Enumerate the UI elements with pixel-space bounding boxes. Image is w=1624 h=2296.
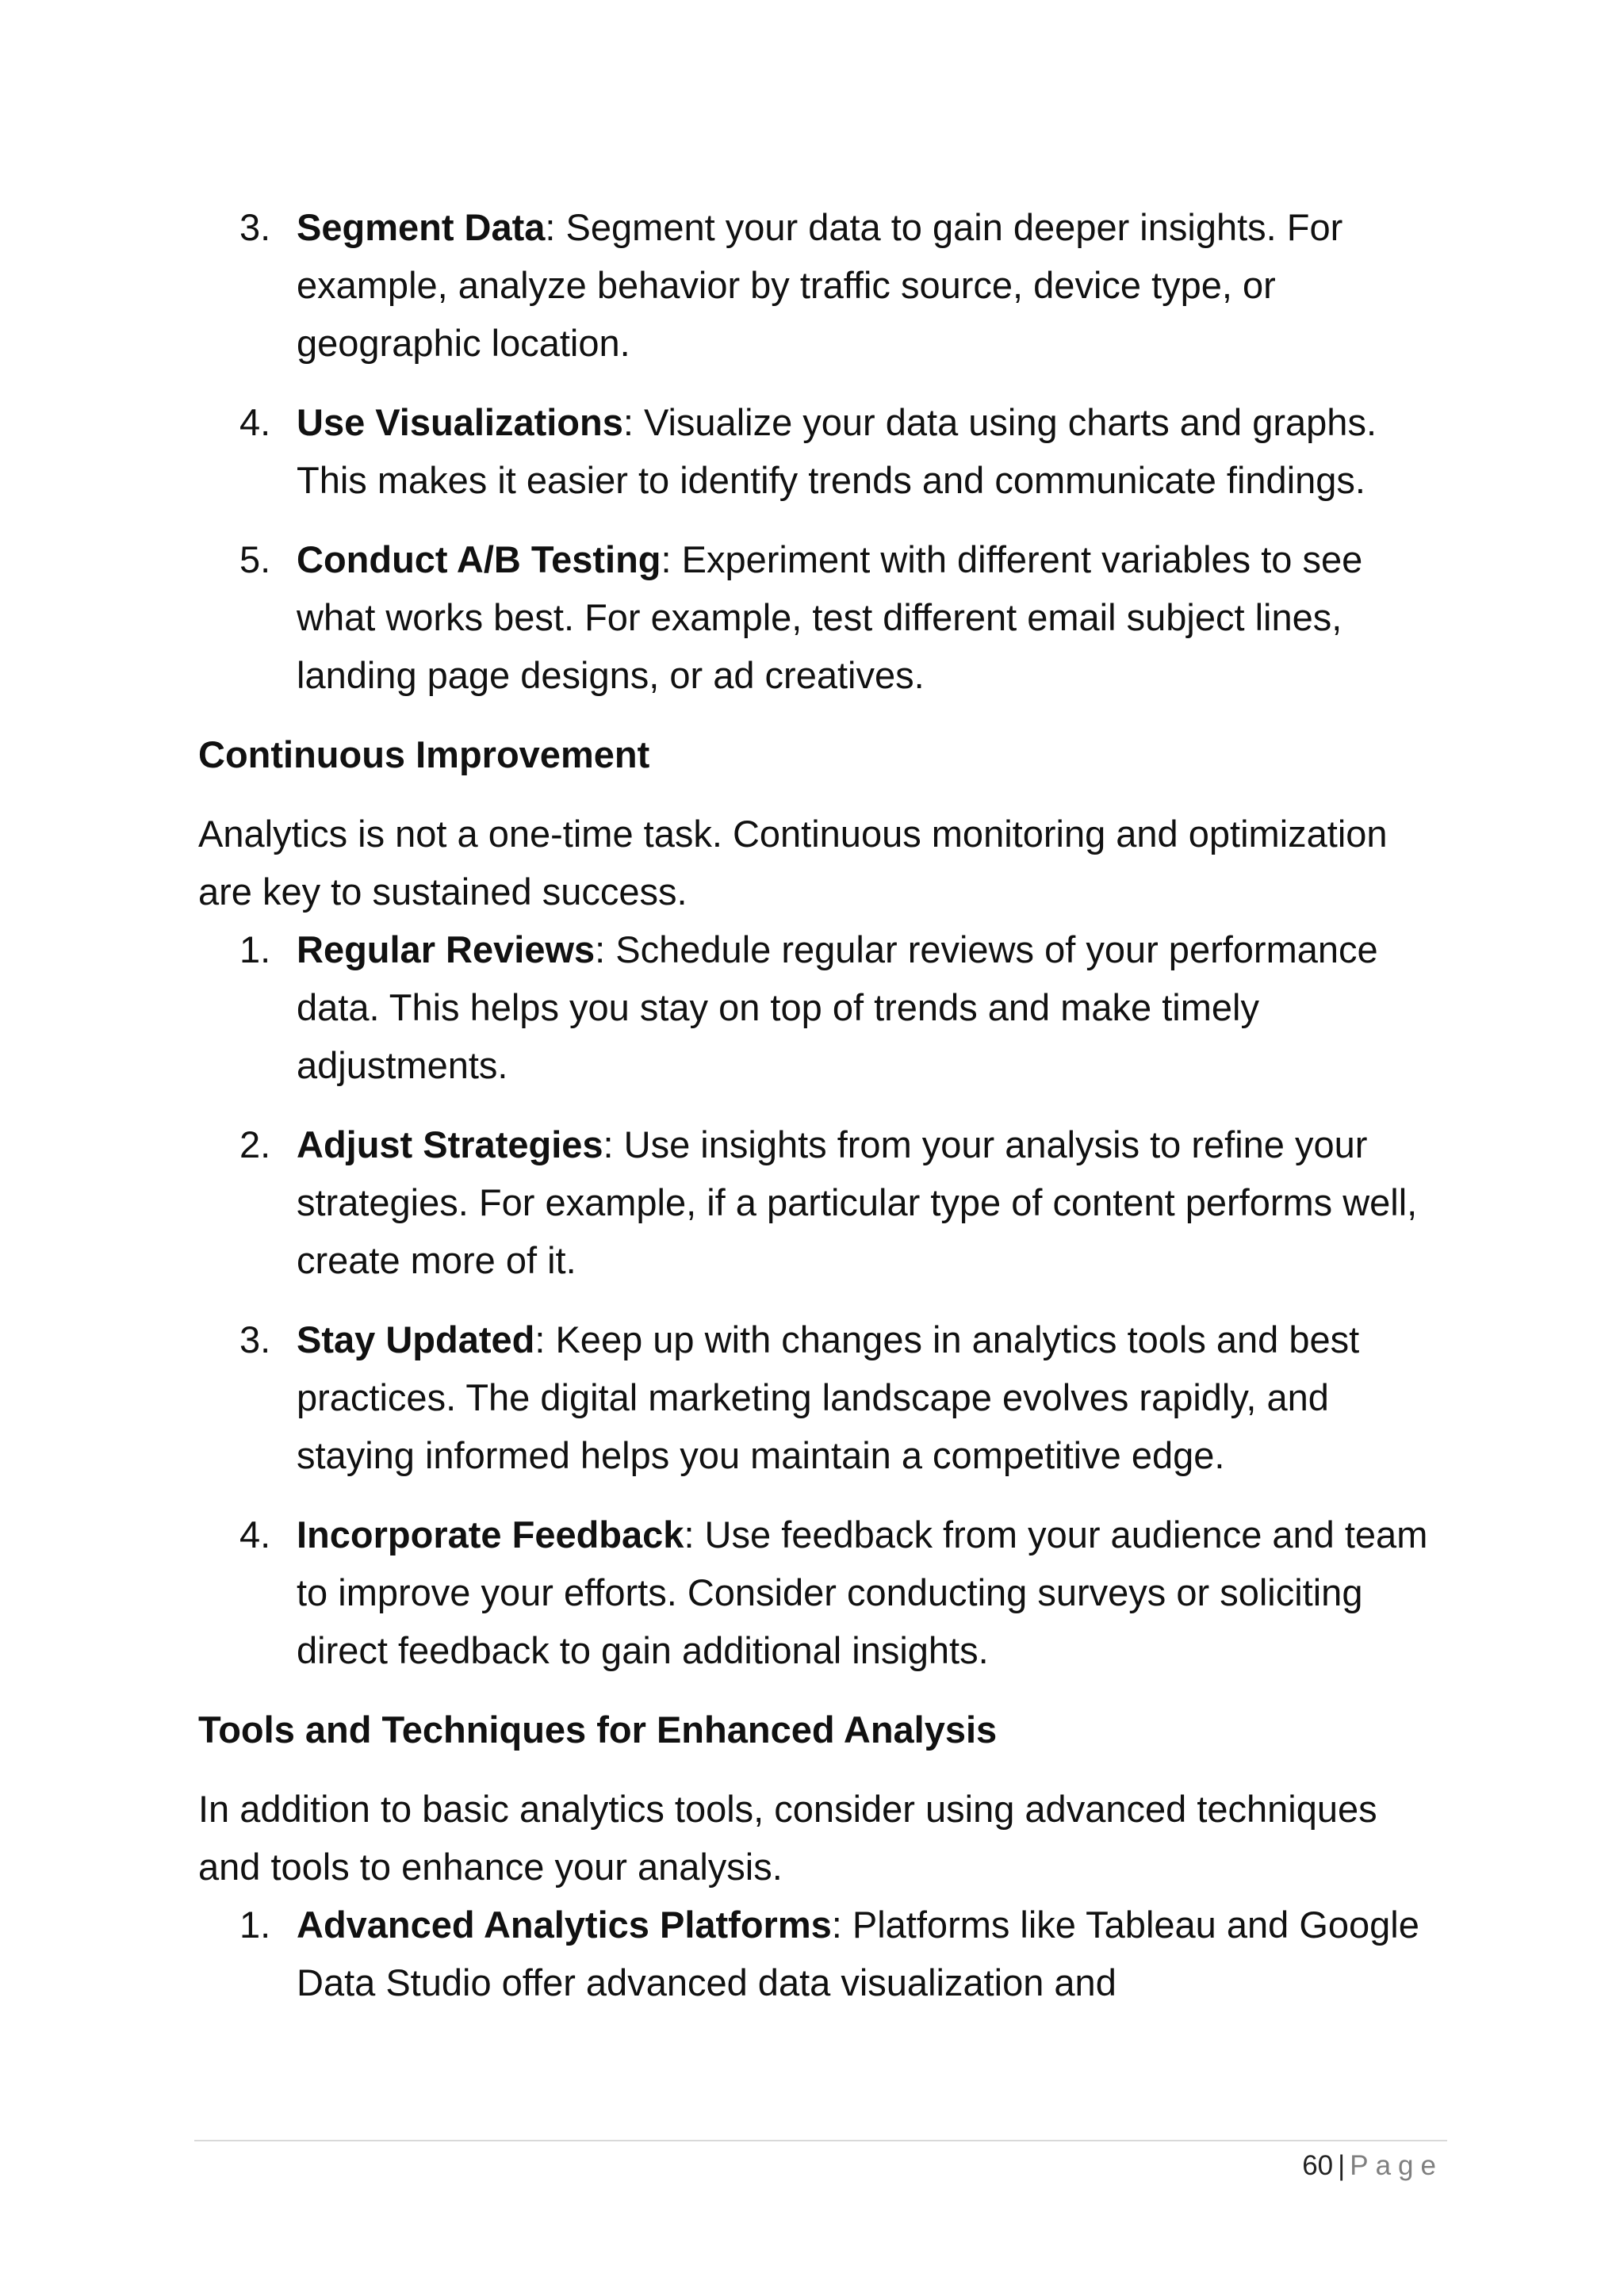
list-item-text: : Experiment with different variables to see what works best. For example, test different email subject lines, landing page designs, or ad creatives.: [297, 538, 1363, 696]
document-page: [198, 198, 1435, 2011]
list-item: [198, 530, 1435, 704]
list-item-term: Incorporate Feedback: [297, 1513, 684, 1556]
list-item: [198, 1311, 1435, 1484]
list-item: [198, 920, 1435, 1094]
footer-separator: |: [1338, 2150, 1346, 2181]
section-heading-tools-and-techniques: Tools and Techniques for Enhanced Analysis: [198, 1709, 998, 1751]
list-item-term: Use Visualizations: [297, 401, 623, 443]
list-item-number: 4.: [239, 401, 271, 443]
page-footer: [1302, 2149, 1443, 2183]
section-heading-continuous-improvement: Continuous Improvement: [198, 733, 650, 775]
page-number: 60: [1302, 2150, 1334, 2181]
list-item-term: Adjust Strategies: [297, 1123, 603, 1165]
list-item-text: : Use insights from your analysis to refine your strategies. For example, if a particular type of content performs well, create more of it.: [297, 1123, 1418, 1281]
list-item: [198, 393, 1435, 509]
list-item-term: Advanced Analytics Platforms: [297, 1904, 832, 1946]
numbered-list-analysis-steps: [198, 198, 1435, 704]
list-item-text: : Visualize your data using charts and graphs. This makes it easier to identify trends and communicate findings.: [297, 401, 1377, 501]
list-item-number: 5.: [239, 538, 271, 580]
list-item-number: 1.: [239, 1904, 271, 1946]
list-item-term: Segment Data: [297, 206, 546, 248]
section-intro-paragraph: Analytics is not a one-time task. Continuous monitoring and optimization are key to sustained success.: [198, 813, 1388, 913]
list-item-text: : Platforms like Tableau and Google Data Studio offer advanced data visualization and: [297, 1904, 1419, 2003]
list-item-text: : Use feedback from your audience and team to improve your efforts. Consider conducting surveys or soliciting direct feedback to gain additional insights.: [297, 1513, 1428, 1671]
list-item-term: Stay Updated: [297, 1318, 535, 1360]
list-item-text: : Schedule regular reviews of your performance data. This helps you stay on top of trends and make timely adjustments.: [297, 928, 1378, 1086]
footer-divider: [194, 2140, 1447, 2141]
list-item: [198, 198, 1435, 372]
numbered-list-tools: [198, 1896, 1435, 2011]
list-item-number: 4.: [239, 1513, 271, 1556]
list-item-text: : Segment your data to gain deeper insights. For example, analyze behavior by traffic source, device type, or geographic location.: [297, 206, 1343, 364]
list-item-number: 3.: [239, 1318, 271, 1360]
list-item: [198, 1115, 1435, 1289]
list-item-text: : Keep up with changes in analytics tools and best practices. The digital marketing landscape evolves rapidly, and staying informed helps you maintain a competitive edge.: [297, 1318, 1360, 1476]
list-item: [198, 1896, 1435, 2011]
list-item-number: 1.: [239, 928, 271, 970]
list-item-number: 2.: [239, 1123, 271, 1165]
list-item-number: 3.: [239, 206, 271, 248]
list-item-term: Conduct A/B Testing: [297, 538, 661, 580]
list-item-term: Regular Reviews: [297, 928, 596, 970]
numbered-list-continuous-improvement: [198, 920, 1435, 1679]
page-label: Page: [1350, 2150, 1443, 2181]
section-intro-paragraph: In addition to basic analytics tools, consider using advanced techniques and tools to enhance your analysis.: [198, 1788, 1377, 1888]
list-item: [198, 1506, 1435, 1679]
